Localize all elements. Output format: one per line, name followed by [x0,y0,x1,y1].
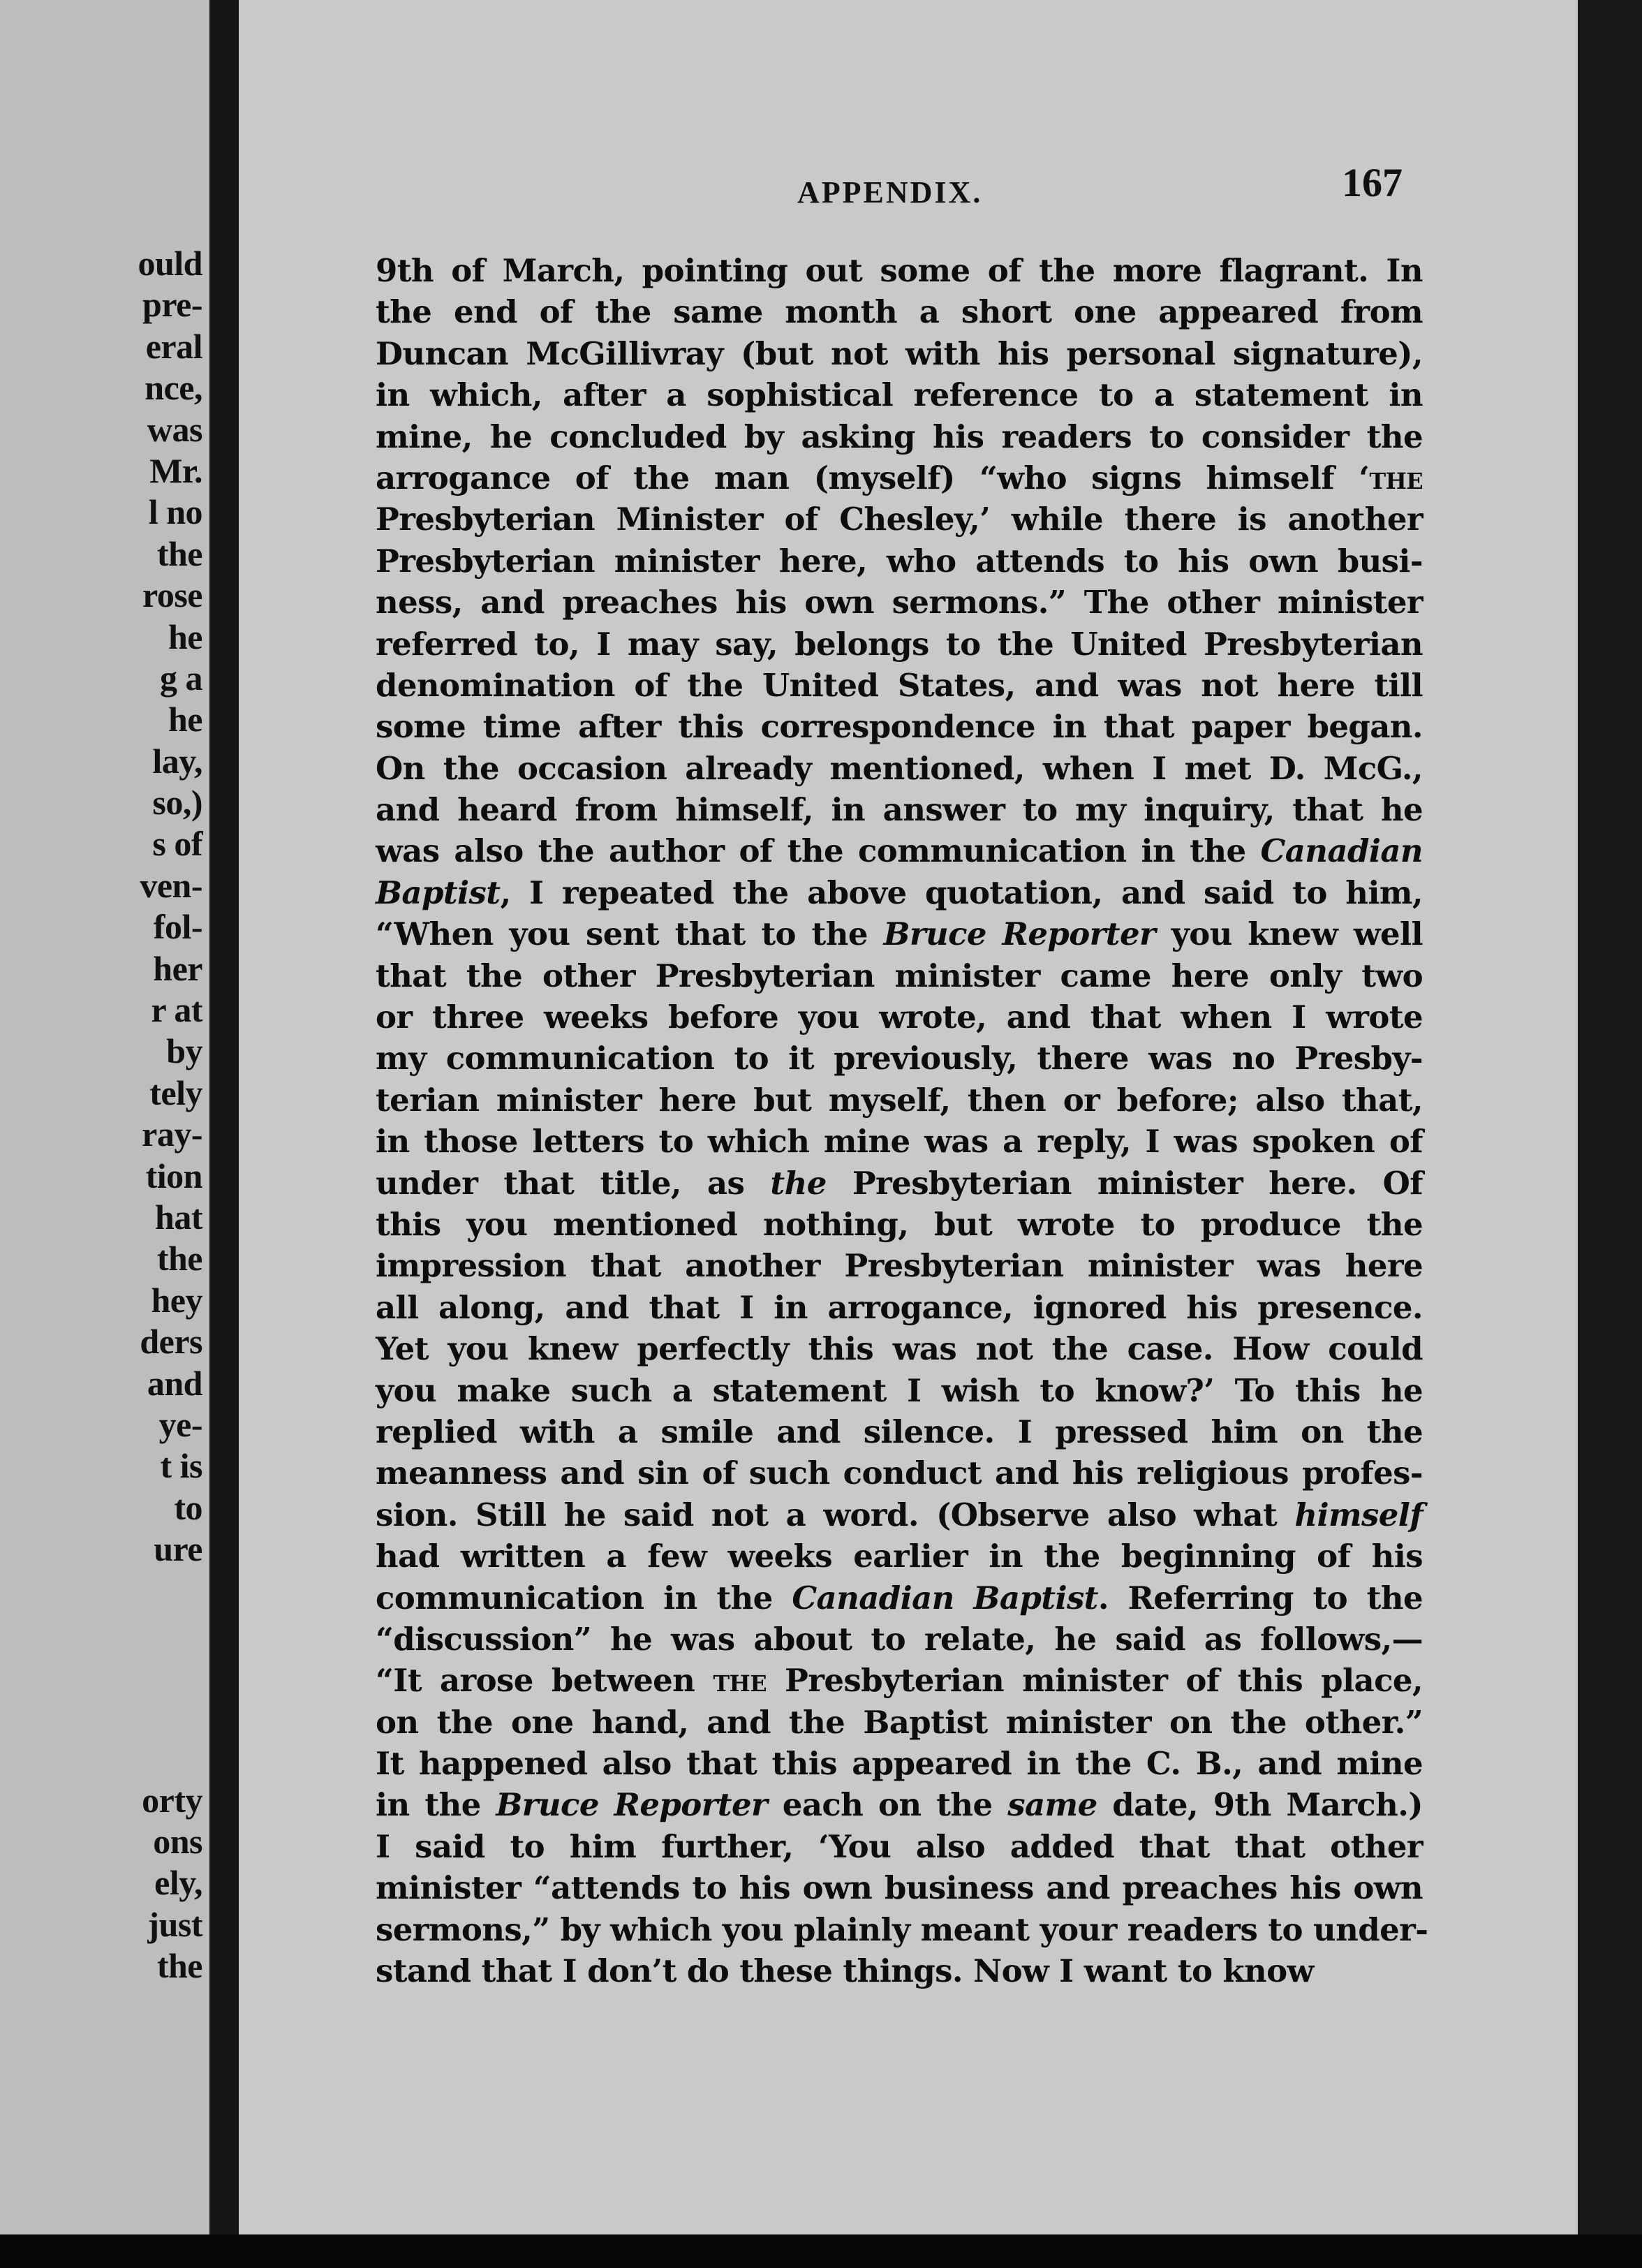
body-line: all along, and that I in arrogance, ignored his presence. [376,1288,1423,1326]
body-line: the end of the same month a short one appeared from [376,293,1423,331]
left-fragment-line: ould [138,244,202,283]
body-line: under that title, as the Presbyterian minister here. Of [376,1164,1423,1202]
left-fragment-line: by [166,1031,202,1071]
body-line: “discussion” he was about to relate, he said as follows,— [376,1620,1423,1658]
body-line: referred to, I may say, belongs to the United Presbyterian [376,625,1423,663]
body-line: in which, after a sophistical reference to a statement in [376,376,1423,414]
left-fragment-line: ders [140,1322,202,1362]
body-line: this you mentioned nothing, but wrote to produce the [376,1205,1423,1243]
left-fragment-line: pre- [142,285,202,325]
body-line: Presbyterian Minister of Chesley,’ while there is another [376,501,1423,538]
body-line: stand that I don’t do these things. Now I want to know [376,1952,1314,1990]
body-line: I said to him further, ‘You also added that that other [376,1827,1423,1865]
left-fragment-line: t is [160,1446,202,1486]
body-line: denomination of the United States, and was not here till [376,666,1423,704]
body-text [376,250,1428,1991]
left-fragment-line: he [168,617,202,656]
left-fragment-line: ray- [142,1114,202,1154]
left-fragment-line: the [156,1239,202,1279]
left-fragment-gap [0,1570,202,1780]
body-line: or three weeks before you wrote, and that when I wrote [376,999,1423,1036]
body-line: and heard from himself, in answer to my inquiry, that he [376,791,1423,829]
page-header [239,155,1578,218]
body-line: terian minister here but myself, then or before; also that, [376,1081,1423,1119]
body-line: mine, he concluded by asking his readers to consider the [376,418,1423,455]
left-fragment-line: ons [153,1821,202,1861]
body-line: 9th of March, pointing out some of the more flagrant. In [376,252,1423,289]
running-head: APPENDIX. [797,175,983,209]
body-line: in the Bruce Reporter each on the same date, 9th March.) [376,1786,1423,1824]
body-line: replied with a smile and silence. I pressed him on the [376,1413,1423,1450]
left-fragment-line: ely, [154,1863,202,1903]
left-fragment-line: orty [142,1780,202,1820]
left-fragment-line: her [153,948,202,988]
left-fragment-line: lay, [152,741,202,781]
body-line: communication in the Canadian Baptist. Referring to the [376,1579,1423,1617]
left-fragment-line: r at [151,990,202,1030]
left-fragment-line: s of [152,824,202,864]
body-line: ness, and preaches his own sermons.” The other minister [376,584,1423,621]
left-fragment-line: eral [145,326,202,366]
left-fragment-line: tion [145,1156,202,1195]
page-number: 167 [1342,160,1403,205]
left-fragment-line: nce, [145,368,202,408]
left-fragment-line: tely [149,1073,202,1112]
left-fragment-line: hey [151,1280,202,1320]
left-fragment-line: to [174,1487,202,1527]
body-line: Baptist, I repeated the above quotation, and said to him, [376,874,1423,911]
body-line: meanness and sin of such conduct and his religious profes- [376,1455,1423,1492]
bottom-edge-shadow [0,2234,1642,2268]
body-line: in those letters to which mine was a reply, I was spoken of [376,1123,1423,1161]
body-line: On the occasion already mentioned, when I met D. McG., [376,749,1423,787]
body-line: It happened also that this appeared in the C. B., and mine [376,1745,1423,1783]
body-line: on the one hand, and the Baptist minister on the other.” [376,1703,1423,1741]
body-line: Presbyterian minister here, who attends to his own busi- [376,542,1423,580]
body-line: “When you sent that to the Bruce Reporter you knew well [376,915,1423,953]
left-fragment-line: fol- [153,907,202,947]
left-fragment-line: so,) [152,783,202,823]
body-line: impression that another Presbyterian minister was here [376,1247,1423,1285]
right-page [239,0,1578,2268]
left-fragment-line: just [147,1904,202,1944]
left-page-text [0,243,202,1987]
right-edge-shadow [1578,0,1642,2268]
body-line: that the other Presbyterian minister came here only two [376,957,1423,994]
left-fragment-line: ure [154,1529,202,1569]
left-fragment-line: ven- [140,865,202,905]
left-fragment-line: and [147,1363,202,1403]
left-fragment-line: hat [155,1197,202,1237]
body-line: sermons,” by which you plainly meant your readers to under- [376,1910,1428,1948]
body-line: had written a few weeks earlier in the beginning of his [376,1538,1423,1575]
left-fragment-line: he [168,700,202,739]
body-line: Yet you knew perfectly this was not the case. How could [376,1330,1423,1368]
book-gutter [209,0,239,2268]
left-fragment-line: the [156,533,202,573]
left-page-fragment [0,0,209,2268]
body-line: sion. Still he said not a word. (Observe also what himself [376,1496,1423,1533]
body-line: minister “attends to his own business and preaches his own [376,1869,1423,1907]
body-line: arrogance of the man (myself) “who signs himself ‘the [376,459,1423,496]
left-fragment-line: Mr. [149,450,202,490]
body-line: “It arose between the Presbyterian minister of this place, [376,1662,1423,1700]
left-fragment-line: ye- [158,1404,202,1444]
body-line: my communication to it previously, there was no Presby- [376,1040,1423,1077]
left-fragment-line: g a [160,658,202,698]
left-fragment-line: rose [142,575,202,615]
body-line: Duncan McGillivray (but not with his personal signature), [376,334,1423,372]
left-fragment-line: the [156,1946,202,1986]
body-line: you make such a statement I wish to know?’ To this he [376,1371,1423,1409]
body-line: was also the author of the communication in the Canadian [376,832,1423,870]
left-fragment-line: was [147,409,202,449]
left-fragment-line: l no [148,492,202,532]
body-line: some time after this correspondence in that paper began. [376,708,1423,746]
